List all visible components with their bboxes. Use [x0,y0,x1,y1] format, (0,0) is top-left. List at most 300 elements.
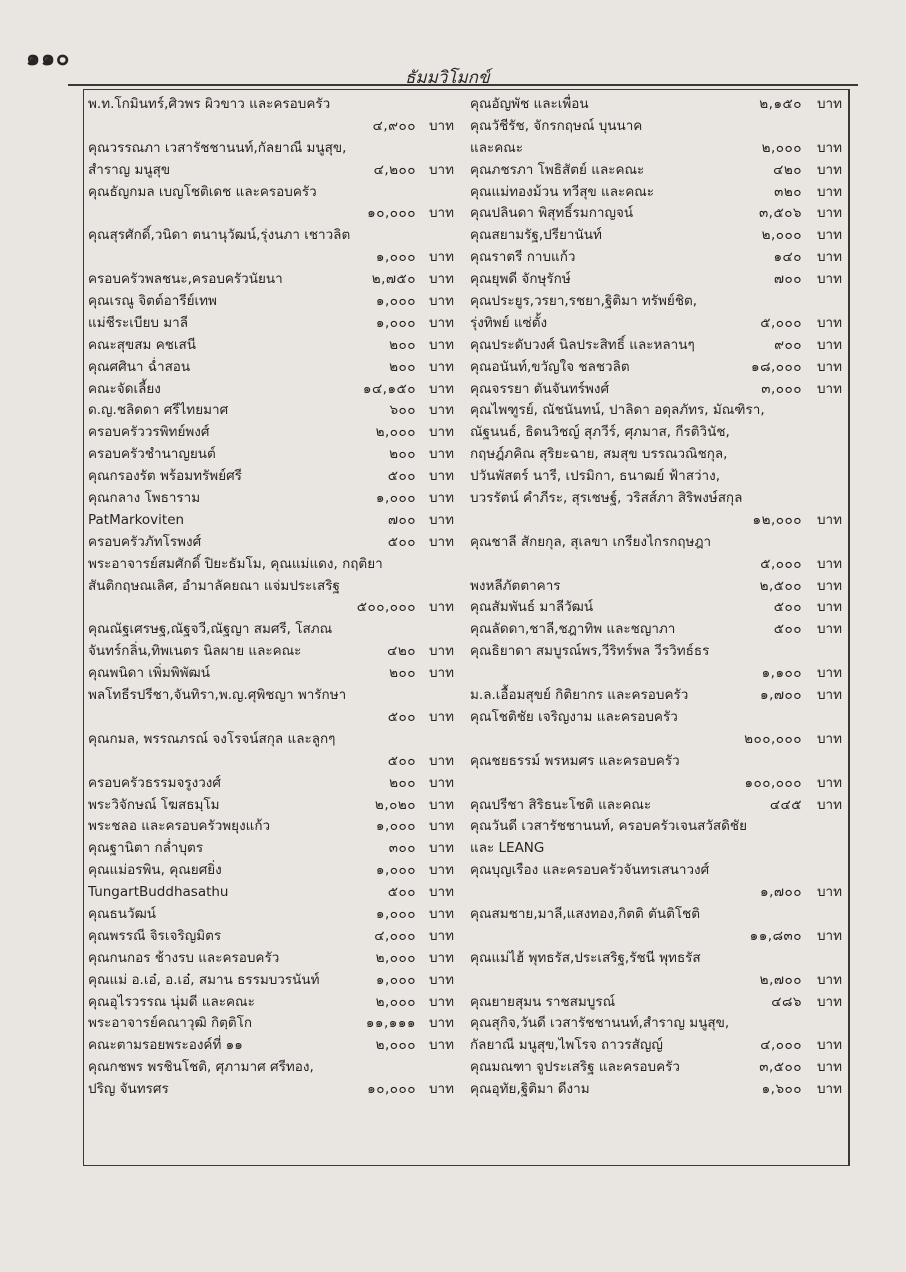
donor-row [470,948,842,970]
donor-row [88,510,454,532]
currency-unit: บาท [816,971,842,988]
donor-row [88,379,454,401]
donation-amount: ๕,๐๐๐ [760,314,802,331]
donor-name: จันทร์กลิ่น,ทิพเนตร นิลผาย และคณะ [88,643,302,660]
donor-row [88,619,454,641]
donor-name: พระชลอ และครอบครัวพยุงแก้ว [88,818,271,835]
donor-row [88,225,454,247]
donor-row [88,116,454,138]
donation-amount: ๔๘๖ [771,993,802,1010]
donor-name: คุณชยธรรม์ พรหมศร และครอบครัว [470,752,680,769]
currency-unit: บาท [816,599,842,616]
donation-amount: ๔๔๕ [769,796,802,813]
currency-unit: บาท [428,314,454,331]
donor-row [470,926,842,948]
donation-amount: ๒๐๐ [389,665,416,682]
donation-amount: ๓,๕๐๐ [759,1059,802,1076]
donation-amount: ๕๐๐ [387,708,416,725]
donor-name: คุณสยามรัฐ,ปรียานันท์ [470,227,602,244]
donor-row [470,160,842,182]
donor-row [470,313,842,335]
donor-row [88,597,454,619]
currency-unit: บาท [428,818,454,835]
donor-row [88,1035,454,1057]
donor-name: คุณแม่อรพิน, คุณยศยิ่ง [88,862,222,879]
donor-column-right [470,94,842,1154]
donor-name: ครอบครัววรพิทย์พงศ์ [88,424,210,441]
currency-unit: บาท [816,227,842,244]
donor-name: คุณโชติชัย เจริญงาม และครอบครัว [470,708,678,725]
donor-name: คุณจรรยา ตันจันทร์พงศ์ [470,380,610,397]
donor-name: พลโทธีรปรีชา,จันทิรา,พ.ญ.ศุพิชญา พารักษา [88,687,347,704]
donation-amount: ๒,๗๐๐ [759,971,802,988]
donor-row [88,795,454,817]
donor-name: สำราญ มนูสุข [88,161,171,178]
donor-row [470,882,842,904]
currency-unit: บาท [816,621,842,638]
currency-unit: บาท [816,993,842,1010]
donation-amount: ๔,๒๐๐ [373,161,416,178]
donor-name: คุณไพฑูรย์, ณัชนันทน์, ปาลิดา อดุลภัทร, มัณฑิรา, [470,402,765,419]
donor-row [470,182,842,204]
donor-name: คุณสุรศักดิ์,วนิดา ตนานุวัฒน์,รุ่งนภา เชาวลิต [88,227,351,244]
donor-name: คุณวันดี เวสารัชชานนท์, ครอบครัวเจนสวัสดิชัย [470,818,748,835]
donor-row [88,904,454,926]
donor-row [88,926,454,948]
donor-name: คุณกมล, พรรณภรณ์ จงโรจน์สกุล และลูกๆ [88,730,336,747]
donation-amount: ๕๐๐ [387,468,416,485]
donor-name: คุณสัมพันธ์ มาลีวัฒน์ [470,599,594,616]
donor-name: คุณสุกิจ,วันดี เวสารัชชานนท์,สำราญ มนูสุข, [470,1015,730,1032]
currency-unit: บาท [816,577,842,594]
currency-unit: บาท [816,511,842,528]
donor-row [88,707,454,729]
donation-amount: ๔,๐๐๐ [760,1037,802,1054]
donor-row [88,466,454,488]
currency-unit: บาท [428,599,454,616]
donor-row [88,1057,454,1079]
currency-unit: บาท [816,183,842,200]
currency-unit: บาท [816,1037,842,1054]
donor-name: บวรรัตน์ คำภีระ, สุรเชษฐ์, วริสส์ภา สิริพงษ์สกุล [470,490,743,507]
currency-unit: บาท [816,96,842,112]
donor-name: คุณฐานิตา กล่ำบุตร [88,840,204,857]
donor-row [470,247,842,269]
currency-unit: บาท [428,774,454,791]
donor-row [88,313,454,335]
currency-unit: บาท [428,993,454,1010]
donor-name: คณะสุขสม คชเสนี [88,336,196,353]
currency-unit: บาท [428,117,454,134]
donor-row [470,554,842,576]
donation-amount: ๒,๐๐๐ [761,139,802,156]
donor-name: และคณะ [470,139,524,156]
donation-amount: ๓๐๐ [388,840,416,857]
currency-unit: บาท [816,927,842,944]
donor-name: ปริญ จันทรศร [88,1081,169,1098]
donor-name: คุณยุพดี จักษุรักษ์ [470,271,571,288]
donation-amount: ๑๑,๘๓๐ [749,927,802,944]
donation-amount: ๒๐๐ [389,446,416,463]
donation-amount: ๑๒,๐๐๐ [752,511,802,528]
donor-name: คุณกรองรัต พร้อมทรัพย์ศรี [88,468,242,485]
currency-unit: บาท [428,205,454,222]
donor-row [88,357,454,379]
donation-amount: ๒๐๐ [389,336,416,353]
donation-amount: ๒,๐๐๐ [375,424,416,441]
donor-row [88,444,454,466]
donor-row [470,225,842,247]
header-rule [68,84,858,86]
donation-amount: ๑,๗๐๐ [760,687,802,704]
donor-row [88,182,454,204]
donor-row [470,992,842,1014]
currency-unit: บาท [428,380,454,397]
currency-unit: บาท [428,752,454,769]
donation-amount: ๕๐๐ [773,621,802,638]
donation-amount: ๑,๐๐๐ [375,818,416,835]
donor-row [88,160,454,182]
donor-name: คุณมณฑา จูประเสริฐ และครอบครัว [470,1059,680,1076]
currency-unit: บาท [428,971,454,988]
donation-amount: ๑๐,๐๐๐ [367,1081,416,1098]
donor-name: ณัฐนนธ์, ธิดนวิชญ์ สุภวีร์, ศุภมาส, กีรติวินัช, [470,424,730,441]
currency-unit: บาท [816,314,842,331]
currency-unit: บาท [428,533,454,550]
donor-name: พระวิจักษณ์ โฆสธมฺโม [88,796,220,813]
donor-row [88,948,454,970]
donor-row [470,488,842,510]
donor-name: ด.ญ.ชลิดดา ศรีไทยมาศ [88,402,229,419]
donor-row [88,203,454,225]
donation-amount: ๑๑,๑๑๑ [365,1015,416,1032]
donor-name: คุณภชรภา โพธิสัตย์ และคณะ [470,161,645,178]
donor-name: แม่ชีระเบียบ มาลี [88,314,188,331]
donor-row [470,904,842,926]
donor-name: คุณยายสุมน ราชสมบูรณ์ [470,993,616,1010]
donor-name: สันติกฤษณเลิศ, อำมาลัคยณา แจ่มประเสริฐ [88,577,340,594]
currency-unit: บาท [816,687,842,704]
donation-amount: ๑,๑๐๐ [761,665,802,682]
currency-unit: บาท [816,1059,842,1076]
currency-unit: บาท [428,358,454,375]
donation-amount: ๗๐๐ [387,511,416,528]
donation-amount: ๒๐๐,๐๐๐ [744,730,802,747]
donor-name: พงหลีภัตตาคาร [470,577,561,594]
donor-row [88,882,454,904]
donor-row [470,510,842,532]
donor-row [88,860,454,882]
donation-amount: ๑๔๐ [773,249,802,266]
donor-row [470,291,842,313]
currency-unit: บาท [428,402,454,419]
donation-amount: ๒,๐๒๐ [374,796,416,813]
donor-name: คุณลัดดา,ชาลี,ชฎาทิพ และชญาภา [470,621,676,638]
donor-name: คุณประดับวงศ์ นิลประสิทธิ์ และหลานๆ [470,336,695,353]
donation-amount: ๒,๐๐๐ [375,949,416,966]
donor-row [470,597,842,619]
currency-unit: บาท [816,271,842,288]
donor-row [88,576,454,598]
donor-row [470,1057,842,1079]
donor-name: คุณอัญพัช และเพื่อน [470,96,589,112]
donor-row [88,641,454,663]
donor-name: คุณแม่ทองม้วน ทวีสุข และคณะ [470,183,655,200]
donor-row [88,94,454,116]
currency-unit: บาท [428,293,454,310]
currency-unit: บาท [816,884,842,901]
donor-name: ครอบครัวธรรมจรูงวงศ์ [88,774,221,791]
donor-row [88,400,454,422]
currency-unit: บาท [816,1081,842,1098]
donation-amount: ๔๒๐ [387,643,416,660]
donation-amount: ๒,๐๐๐ [375,993,416,1010]
donor-row [470,532,842,554]
donation-amount: ๕,๐๐๐ [760,555,802,572]
currency-unit: บาท [428,884,454,901]
donor-name: คณะตามรอยพระองค์ที่ ๑๑ [88,1037,243,1054]
donor-name: คุณปรีชา สิริธนะโชติ และคณะ [470,796,652,813]
donation-amount: ๕๐๐ [387,752,416,769]
donation-amount: ๓๒๐ [774,183,802,200]
donor-name: คุณอุทัย,ฐิติมา ดีงาม [470,1081,590,1098]
donor-name: คุณธนวัฒน์ [88,905,157,922]
donor-row [88,335,454,357]
page-number: ๑๑๐ [26,46,71,71]
donor-row [470,663,842,685]
donation-amount: ๑,๐๐๐ [375,862,416,879]
currency-unit: บาท [428,271,454,288]
donation-amount: ๑๐,๐๐๐ [367,205,416,222]
donor-name: คุณณัฐเศรษฐ,ณัฐจวี,ณัฐญา สมศรี, โสภณ [88,621,333,638]
donor-row [470,795,842,817]
donor-name: ครอบครัวพลชนะ,ครอบครัวนัยนา [88,271,283,288]
donor-row [88,422,454,444]
donation-amount: ๑,๐๐๐ [375,971,416,988]
currency-unit: บาท [428,708,454,725]
donor-row [88,291,454,313]
donor-name: คุณแม่ไฮ้ พุทธรัส,ประเสริฐ,รัชนี พุทธรัส [470,949,701,966]
currency-unit: บาท [428,336,454,353]
donor-name: คุณกลาง โพธาราม [88,490,201,507]
currency-unit: บาท [816,358,842,375]
currency-unit: บาท [428,161,454,178]
donor-name: คุณวรรณภา เวสารัชชานนท์,กัลยาณี มนูสุข, [88,139,347,156]
donation-amount: ๓,๕๐๖ [758,205,802,222]
donor-row [470,751,842,773]
currency-unit: บาท [428,468,454,485]
donor-row [88,816,454,838]
donor-name: คุณศศินา ฉ่ำสอน [88,358,191,375]
donor-name: คุณพนิดา เพิ่มพิพัฒน์ [88,665,210,682]
donor-name: กฤษฎ์ภคิณ สุริยะฉาย, สมสุข บรรณวณิชกุล, [470,446,728,463]
donation-amount: ๒,๗๕๐ [371,271,416,288]
donor-name: คุณสมชาย,มาลี,แสงทอง,กิตติ ตันติโชติ [470,905,701,922]
donation-amount: ๑,๐๐๐ [375,905,416,922]
donation-amount: ๑,๖๐๐ [761,1081,802,1098]
currency-unit: บาท [428,796,454,813]
donor-row [470,466,842,488]
donation-amount: ๔๒๐ [773,161,802,178]
donor-name: คุณแม่ อ.เอ๋, อ.เอ๋, สมาน ธรรมบวรนันท์ [88,971,320,988]
currency-unit: บาท [816,380,842,397]
donor-row [470,619,842,641]
donor-name: พระอาจารย์สมศักดิ์ ปิยะธัมโม, คุณแม่แดง, กฤติยา [88,555,383,572]
currency-unit: บาท [428,905,454,922]
donor-row [470,773,842,795]
donation-amount: ๒,๐๐๐ [375,1037,416,1054]
donation-amount: ๒,๑๕๐ [759,96,802,112]
donation-amount: ๒๐๐ [389,774,416,791]
donor-name: คุณบุญเรือง และครอบครัวจันทรเสนาวงศ์ [470,862,710,879]
donor-name: ครอบครัวชำนาญยนต์ [88,446,216,463]
donation-amount: ๑๘,๐๐๐ [751,358,802,375]
currency-unit: บาท [816,205,842,222]
currency-unit: บาท [428,927,454,944]
donor-row [88,970,454,992]
donor-row [470,400,842,422]
donor-row [88,554,454,576]
donor-row [470,838,842,860]
donor-name: คณะจัดเลี้ยง [88,380,161,397]
donor-row [88,751,454,773]
donation-amount: ๒๐๐ [389,358,416,375]
donation-amount: ๑,๐๐๐ [375,249,416,266]
donation-amount: ๔,๐๐๐ [374,927,416,944]
currency-unit: บาท [816,161,842,178]
donor-row [470,1013,842,1035]
donor-name: คุณปลินดา พิสุทธิ์รมกาญจน์ [470,205,634,222]
donor-name: TungartBuddhasathu [88,884,229,901]
currency-unit: บาท [428,249,454,266]
donor-name: คุณประยูร,วรยา,รชยา,ฐิติมา ทรัพย์ชิต, [470,293,698,310]
donor-name: คุณราตรี กาบแก้ว [470,249,576,266]
currency-unit: บาท [428,490,454,507]
currency-unit: บาท [428,1081,454,1098]
donor-row [470,1035,842,1057]
donor-name: คุณชาลี สักยกุล, สุเลขา เกรียงไกรกฤษฎา [470,533,712,550]
donor-row [88,773,454,795]
donor-row [88,269,454,291]
donor-name: คุณกชพร พรชินโชติ, ศุภามาศ ศรีทอง, [88,1059,314,1076]
donor-row [470,116,842,138]
donor-name: และ LEANG [470,840,545,857]
donor-row [470,203,842,225]
currency-unit: บาท [816,249,842,266]
donation-amount: ๑,๐๐๐ [375,293,416,310]
donor-row [470,576,842,598]
donation-amount: ๔,๙๐๐ [372,117,416,134]
donor-row [470,357,842,379]
currency-unit: บาท [816,665,842,682]
donation-amount: ๑๔,๑๕๐ [362,380,416,397]
donation-amount: ๕๐๐ [387,884,416,901]
donor-row [470,860,842,882]
donor-row [88,247,454,269]
currency-unit: บาท [816,774,842,791]
currency-unit: บาท [428,511,454,528]
donor-row [88,685,454,707]
donor-name: กัลยาณี มนูสุข,ไพโรจ ถาวรสัญญ์ [470,1037,663,1054]
donor-name: คุณอุไรวรรณ นุ่มดี และคณะ [88,993,255,1010]
donor-row [470,379,842,401]
currency-unit: บาท [428,643,454,660]
donor-row [470,444,842,466]
page-header-title: ธัมมวิโมกข์ [405,68,490,88]
donor-row [470,138,842,160]
donor-row [470,816,842,838]
donation-amount: ๑,๗๐๐ [760,884,802,901]
donation-amount: ๕๐๐ [387,533,416,550]
donor-row [470,1079,842,1101]
donation-amount: ๙๐๐ [774,336,802,353]
donor-row [470,641,842,663]
donor-name: ปวันพัสตร์ นารี, เปรมิกา, ธนาฒย์ ฟ้าสว่าง, [470,468,721,485]
currency-unit: บาท [428,446,454,463]
donor-name: คุณธิยาดา สมบูรณ์พร,วีริทร์พล วีรวิทธ์ธร [470,643,710,660]
donation-amount: ๕๐๐,๐๐๐ [356,599,416,616]
donation-amount: ๓,๐๐๐ [761,380,802,397]
donor-row [88,1079,454,1101]
currency-unit: บาท [428,1015,454,1032]
currency-unit: บาท [816,796,842,813]
donor-row [470,707,842,729]
donor-row [470,335,842,357]
donor-name: คุณอนันท์,ขวัญใจ ชลชวลิต [470,358,630,375]
donor-row [470,729,842,751]
donor-column-left [88,94,454,1154]
donor-name: คุณวัชีรัช, จักรกฤษณ์ บุนนาค [470,117,643,134]
donor-row [88,992,454,1014]
donor-row [88,488,454,510]
donor-name: พ.ท.โกมินทร์,ศิวพร ผิวขาว และครอบครัว [88,96,331,112]
currency-unit: บาท [816,730,842,747]
donor-name: PatMarkoviten [88,511,185,528]
donor-row [470,422,842,444]
donor-row [470,94,842,116]
currency-unit: บาท [428,665,454,682]
currency-unit: บาท [428,949,454,966]
currency-unit: บาท [428,424,454,441]
donation-amount: ๕๐๐ [773,599,802,616]
donation-amount: ๒,๕๐๐ [759,577,802,594]
donor-row [470,269,842,291]
donor-name: คุณธัญกมล เบญโชติเดช และครอบครัว [88,183,317,200]
donation-amount: ๖๐๐ [389,402,416,419]
currency-unit: บาท [816,336,842,353]
donor-name: คุณเรณู จิตต์อารีย์เทพ [88,293,217,310]
donor-row [88,532,454,554]
donor-row [88,663,454,685]
donor-name: คุณพรรณี จิรเจริญมิตร [88,927,222,944]
donor-list-table [83,89,850,1166]
currency-unit: บาท [428,1037,454,1054]
donation-amount: ๑,๐๐๐ [375,314,416,331]
donation-amount: ๗๐๐ [773,271,802,288]
donation-amount: ๑๐๐,๐๐๐ [744,774,802,791]
donor-name: รุ่งทิพย์ แซ่ตั้ง [470,314,548,331]
donor-row [88,838,454,860]
currency-unit: บาท [428,862,454,879]
donor-name: พระอาจารย์คณาวุฒิ กิตฺติโก [88,1015,253,1032]
currency-unit: บาท [428,840,454,857]
donor-name: ม.ล.เอื้อมสุขย์ กิติยากร และครอบครัว [470,687,689,704]
donor-row [88,138,454,160]
donor-name: ครอบครัวภัทโรพงศ์ [88,533,202,550]
donation-amount: ๒,๐๐๐ [761,227,802,244]
currency-unit: บาท [816,555,842,572]
donor-row [88,1013,454,1035]
